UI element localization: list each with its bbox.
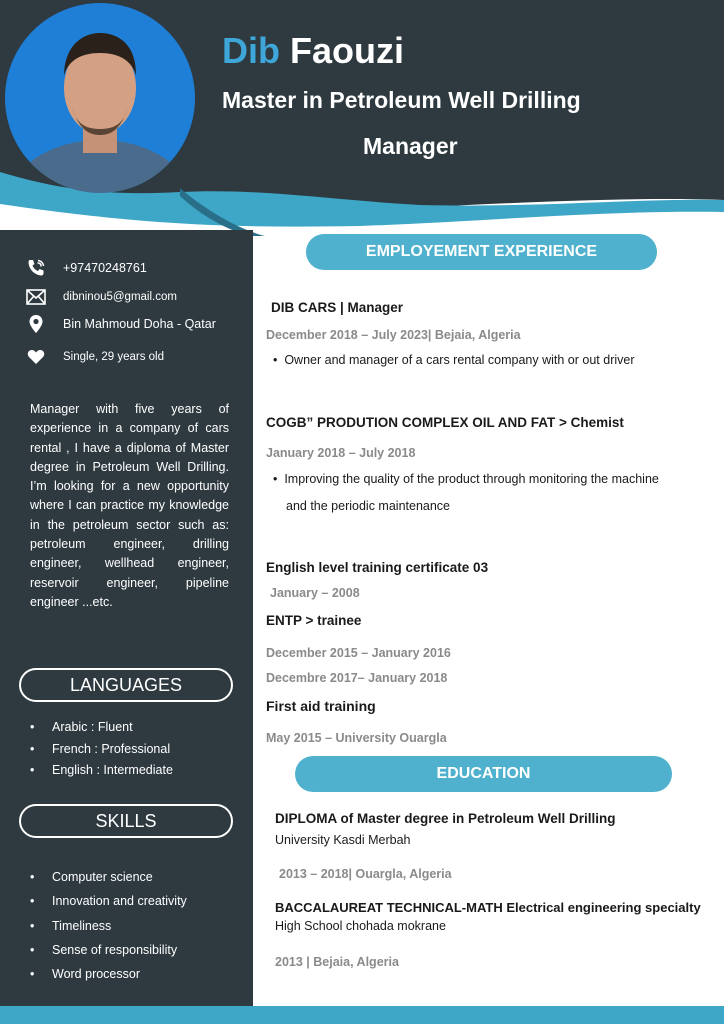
job2-bullet: • Improving the quality of the product through monitoring the machine (273, 472, 659, 486)
skill-item: • Innovation and creativity (30, 889, 187, 913)
job1-bullet: • Owner and manager of a cars rental company with or out driver (273, 353, 635, 367)
entp-dates-2: Decembre 2017– January 2018 (266, 671, 448, 685)
skill-item: • Timeliness (30, 914, 187, 938)
job-title-line1: Master in Petroleum Well Drilling (222, 87, 581, 113)
job2-dates: January 2018 – July 2018 (266, 446, 416, 460)
job1-dates: December 2018 – July 2023| Bejaia, Algeria (266, 328, 521, 342)
skills-heading: SKILLS (19, 804, 233, 838)
skill-item: • Computer science (30, 865, 187, 889)
skill-item: • Word processor (30, 962, 187, 986)
job2-role: COGB” PRODUTION COMPLEX OIL AND FAT > Chemist (266, 415, 624, 430)
job-title-line2: Manager (363, 133, 458, 159)
full-name (222, 30, 404, 72)
language-item: • English : Intermediate (30, 760, 173, 782)
entp-dates-1: December 2015 – January 2016 (266, 646, 451, 660)
cert-title: English level training certificate 03 (266, 560, 489, 575)
skill-item: • Sense of responsibility (30, 938, 187, 962)
first-aid-title: First aid training (266, 698, 376, 714)
language-item: • Arabic : Fluent (30, 717, 173, 739)
contact-email (25, 285, 250, 309)
job1-bullet-text: Owner and manager of a cars rental company with or out driver (284, 353, 635, 367)
edu2-title: BACCALAUREAT TECHNICAL-MATH Electrical engineering specialty (275, 900, 701, 915)
experience-heading: EMPLOYEMENT EXPERIENCE (306, 234, 657, 270)
contact-address (25, 312, 250, 336)
contact-phone (25, 256, 250, 280)
heart-icon (25, 346, 47, 368)
languages-heading: LANGUAGES (19, 668, 233, 702)
address-text: Bin Mahmoud Doha - Qatar (63, 317, 216, 331)
entp-title: ENTP > trainee (266, 613, 362, 628)
edu1-title: DIPLOMA of Master degree in Petroleum Well Drilling (275, 811, 616, 826)
person-avatar (5, 3, 195, 193)
edu1-dates: 2013 – 2018| Ouargla, Algeria (279, 867, 452, 881)
job1-role: DIB CARS | Manager (271, 300, 404, 315)
last-name: Faouzi (290, 30, 405, 71)
profile-summary: Manager with five years of experience in a company of cars rental , I have a diploma of Master degree in Petroleum Well Drilling. I’m looking for a new opportunity where I can practice my knowledge in the petroleum sector such as: petroleum engineer, drilling engineer, wellhead engineer, reservoir engineer, pipeline engineer ...etc. (30, 402, 229, 609)
footer-bar (0, 1006, 724, 1024)
edu1-school: University Kasdi Merbah (275, 833, 411, 847)
job2-bullet-line1: Improving the quality of the product through monitoring the machine (284, 472, 659, 486)
first-aid-dates: May 2015 – University Ouargla (266, 731, 447, 745)
cert-dates: January – 2008 (270, 586, 360, 600)
phone-number[interactable]: +97470248761 (63, 261, 147, 275)
marital-status: Single, 29 years old (63, 351, 165, 363)
edu2-dates: 2013 | Bejaia, Algeria (275, 955, 399, 969)
location-pin-icon (25, 313, 47, 335)
first-name: Dib (222, 30, 280, 71)
profile-photo (5, 3, 195, 193)
email-address[interactable]: dibninou5@gmail.com (63, 291, 177, 303)
language-item: • French : Professional (30, 739, 173, 761)
envelope-icon (25, 286, 47, 308)
job2-bullet-line2: and the periodic maintenance (286, 499, 451, 513)
edu2-school: High School chohada mokrane (275, 919, 446, 933)
education-heading: EDUCATION (295, 756, 672, 792)
contact-status (25, 345, 250, 369)
phone-icon (25, 257, 47, 279)
languages-list (30, 717, 173, 782)
skills-list (30, 865, 187, 986)
